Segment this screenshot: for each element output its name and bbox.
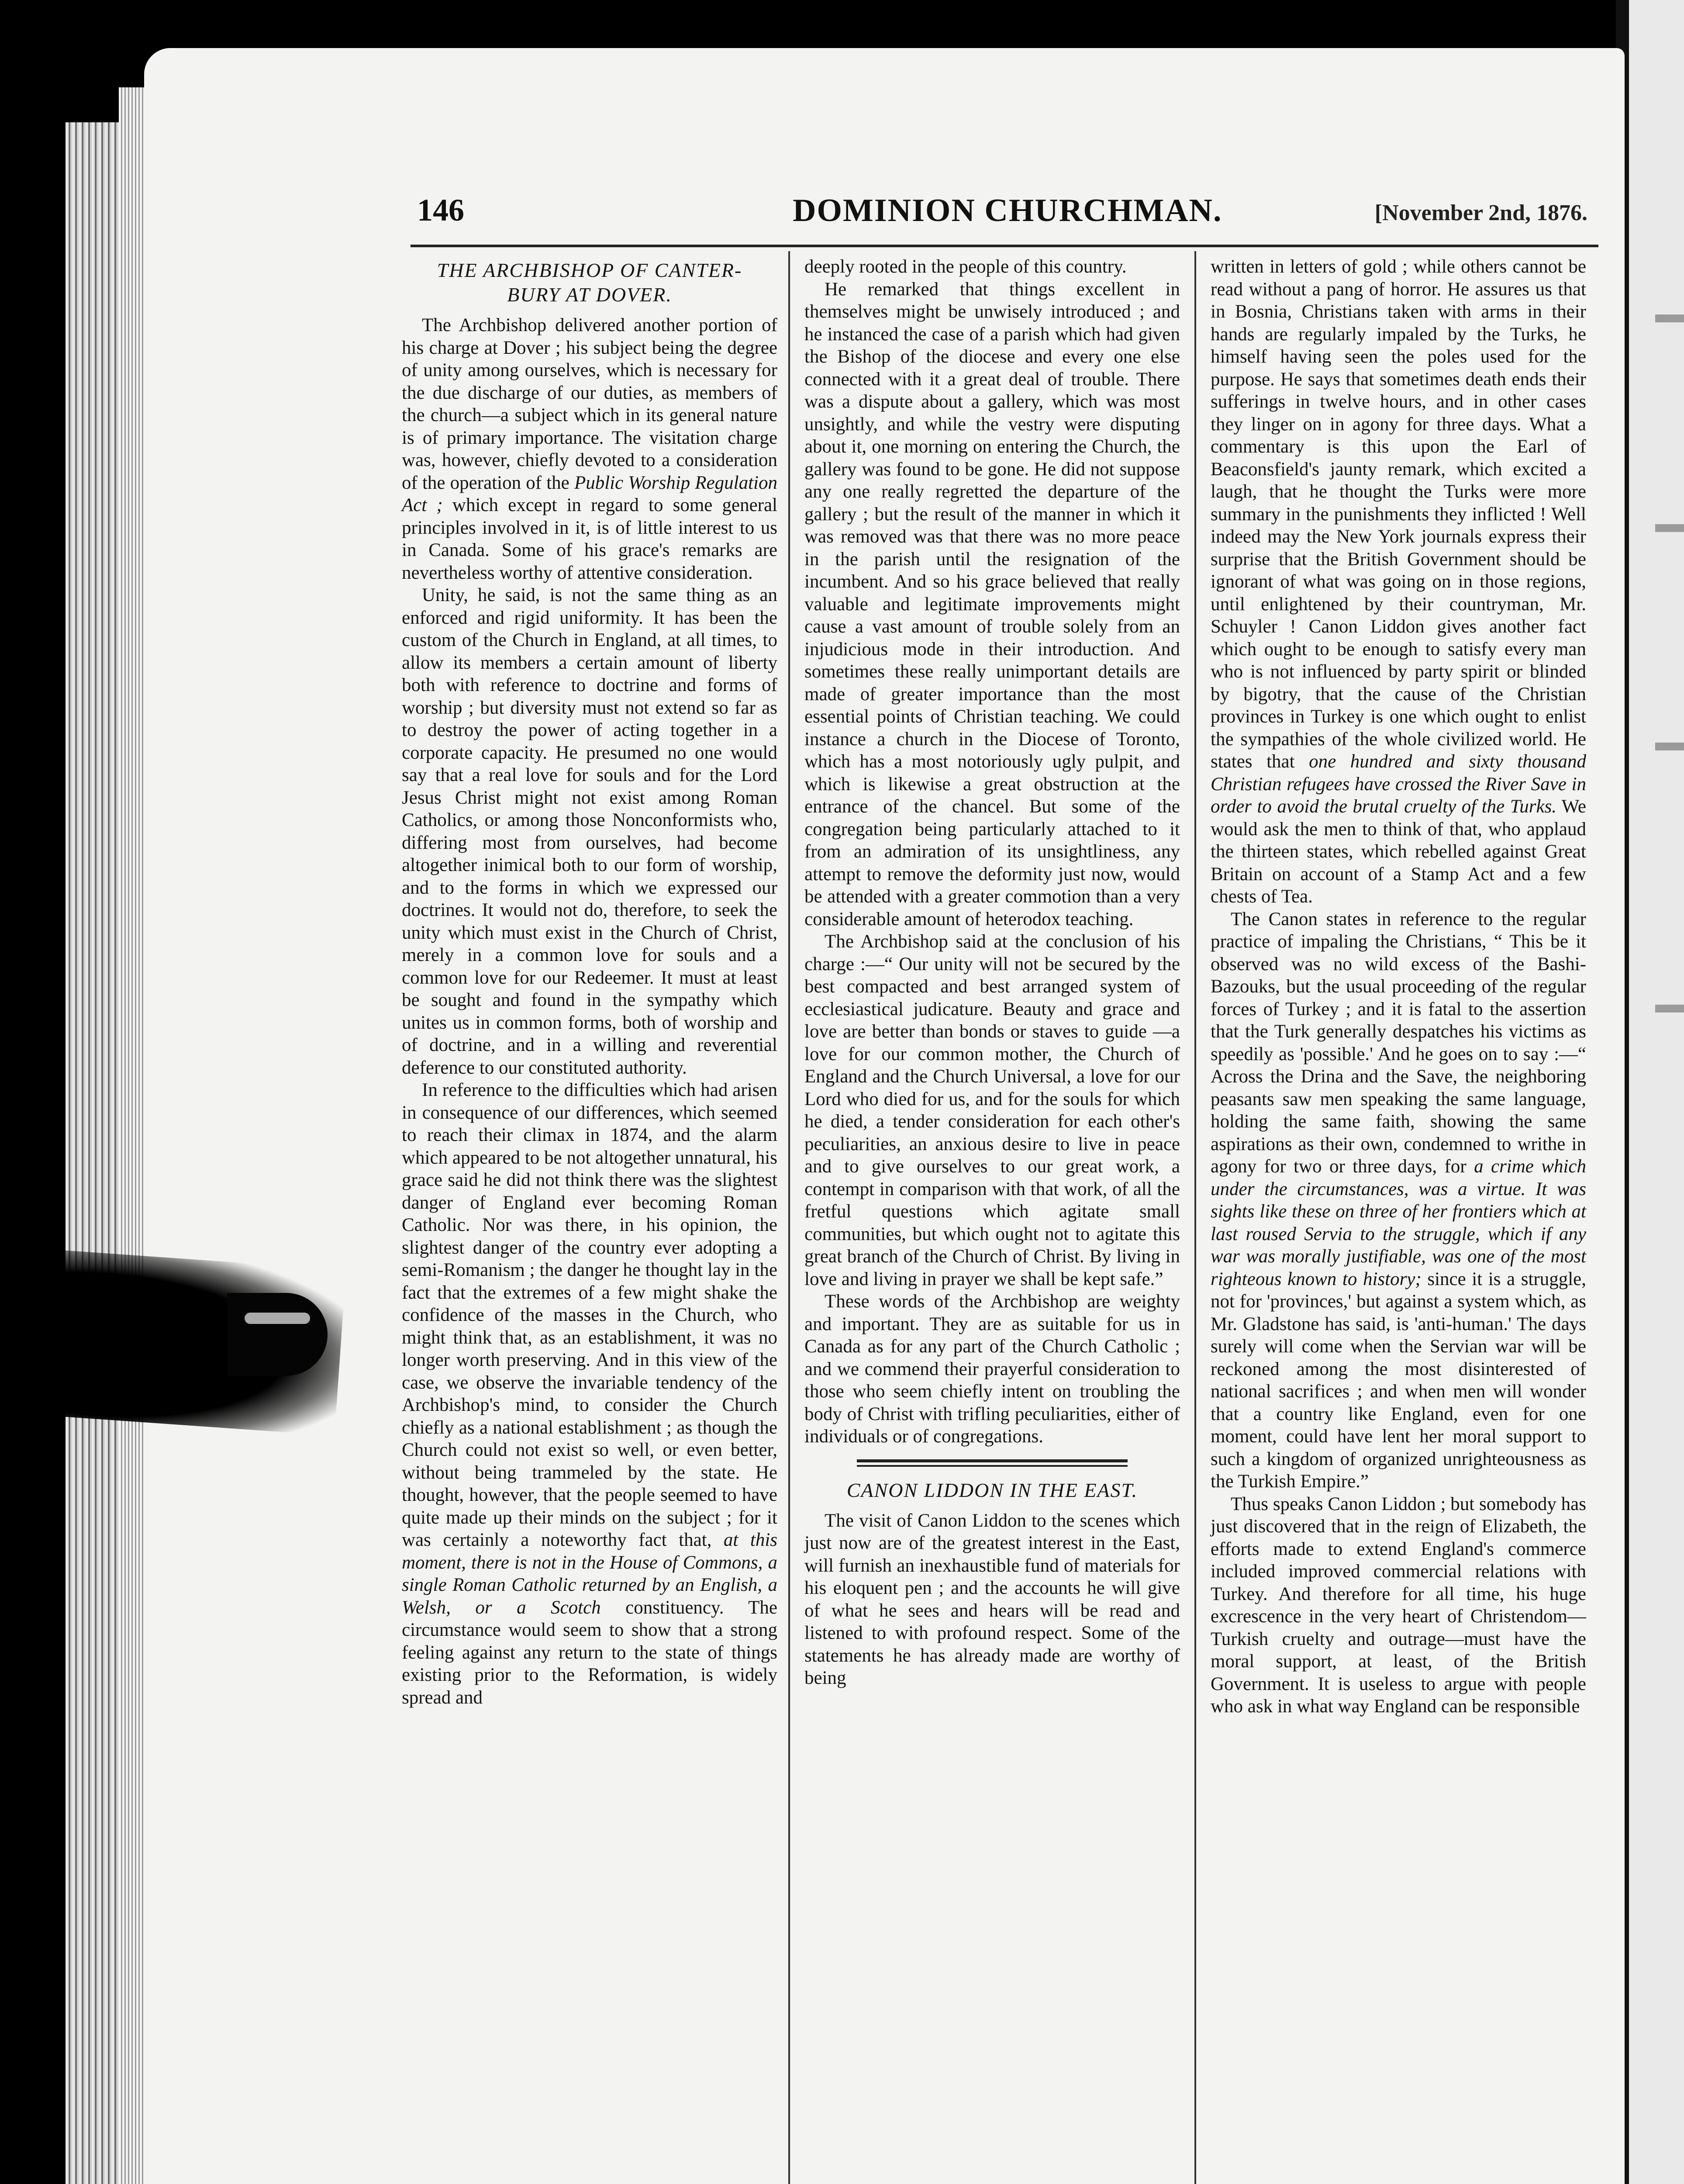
section-separator (857, 1459, 1128, 1467)
article-title-archbishop: THE ARCHBISHOP OF CANTER- BURY AT DOVER. (437, 259, 742, 306)
article-title-liddon: CANON LIDDON IN THE EAST. (846, 1479, 1138, 1501)
facing-page-text-fragment (1655, 743, 1684, 750)
paragraph: The Archbishop said at the conclusion of his charge :—“ Our unity will not be secured by the best compacted and best arranged system of ecclesiastical judicature. Beauty and grace and love are better than bonds or staves to guide —a love for our common mother, the Church of England and the Church Universal, a love for our Lord who died for us, and for the souls for which he died, a tender consideration for each other's peculiarities, an anxious desire to live in peace and to give ourselves to our great work, a contempt in comparison with that work, of all the fretful questions which agitate small communities, but which ought not to agitate this great branch of the Church of Christ. By living in love and living in prayer we shall be kept safe.” (804, 931, 1180, 1289)
page-header (417, 192, 1587, 236)
book-page-edges (66, 122, 122, 2184)
column-1 (402, 256, 777, 1709)
masthead: DOMINION CHURCHMAN. (793, 193, 1222, 228)
column-2 (804, 256, 1180, 1690)
column-3 (1211, 256, 1586, 1718)
paragraph: The visit of Canon Liddon to the scenes which just now are of the greatest interest in the East, will furnish an inexhaustible fund of materials for his eloquent pen ; and the accounts he will give of what he sees and hears will be read and listened to with profound respect. Some of the statements he has already made are worthy of being (804, 1510, 1180, 1688)
paragraph: The Archbishop delivered another portion of his charge at Dover ; his subject being the degree of unity among ourselves, which is necessary for the due discharge of our duties, as members of the church—a subject which in its general nature is of primary importance. The visitation charge was, however, chiefly devoted to a consideration of the operation of the Public Worship Regulation Act ; which except in regard to some general principles involved in it, is of little interest to us in Canada. Some of his grace's remarks are nevertheless worthy of attentive consideration. (402, 315, 778, 583)
issue-date: [November 2nd, 1876. (1374, 200, 1587, 225)
finger-highlight (245, 1313, 310, 1324)
book-page-edges-inner (119, 87, 145, 2184)
paragraph: Thus speaks Canon Liddon ; but somebody has just discovered that in the reign of Elizabeth, the efforts made to extend England's commerce included improved commercial relations with Turkey. And therefore for all time, his huge excrescence in the very heart of Christendom—Turkish cruelty and outrage—must have the moral support, at least, of the British Government. It is useless to argue with people who ask in what way England can be responsible (1211, 1493, 1586, 1717)
column-divider (788, 251, 790, 2184)
finger (227, 1293, 328, 1376)
facing-page-edge (1616, 0, 1684, 2184)
paragraph: written in letters of gold ; while others cannot be read without a pang of horror. He assures us that in Bosnia, Christians taken with arms in their hands are regularly impaled by the Turks, he himself having seen the poles used for the purpose. He says that sometimes death ends their sufferings in twelve hours, and in other cases they linger on in agony for three days. What a commentary is this upon the Earl of Beaconsfield's jaunty remark, which excited a laugh, that he thought the Turks were more summary in the punishments they inflicted ! Well indeed may the New York journals express their surprise that the British Government should be ignorant of what was going on in those regions, until enlightened by their countryman, Mr. Schuyler ! Canon Liddon gives another fact which ought to be enough to satisfy every man who is not influenced by party spirit or blinded by bigotry, that the cause of the Christian provinces in Turkey is one which ought to enlist the sympathies of the whole civilized world. He states that one hundred and sixty thousand Christian refugees have crossed the River Save in order to avoid the brutal cruelty of the Turks. We would ask the men to think of that, who applaud the thirteen states, which rebelled against Great Britain on account of a Stamp Act and a few chests of Tea. (1211, 256, 1586, 907)
paragraph: Unity, he said, is not the same thing as an enforced and rigid uniformity. It has been the custom of the Church in England, at all times, to allow its members a certain amount of liberty both with reference to doctrine and forms of worship ; but diversity must not extend so far as to destroy the power of acting together in a corporate capacity. He presumed no one would say that a real love for souls and for the Lord Jesus Christ might not exist among Roman Catholics, or among those Nonconformists who, differing most from ourselves, had become altogether inimical both to our form of worship, and to the forms in which we expressed our doctrines. It would not do, therefore, to seek the unity which must exist in the Church of Christ, merely in a common love for souls and a common love for our Redeemer. It must at least be sought and found in the sympathy which unites us in common forms, both of worship and of doctrine, and in a willing and reverential deference to our constituted authority. (402, 585, 777, 1078)
facing-page-text-fragment (1655, 1005, 1684, 1013)
paragraph: deeply rooted in the people of this country. (804, 256, 1127, 277)
paragraph: These words of the Archbishop are weighty and important. They are as suitable for us in Canada as for any part of the Church Catholic ; and we commend their prayerful consideration to those who seem chiefly intent on troubling the body of Christ with trifling peculiarities, either of individuals or of congregations. (804, 1291, 1180, 1447)
paragraph: He remarked that things excellent in themselves might be unwisely introduced ; and he instanced the case of a parish which had given the Bishop of the diocese and every one else connected with it a great deal of trouble. There was a dispute about a gallery, which was most unsightly, and while the vestry were disputing about it, one morning on entering the Church, the gallery was found to be gone. He did not suppose any one really regretted the departure of the gallery ; but the result of the manner in which it was removed was that there was no more peace in the parish until the resignation of the incumbent. And so his grace believed that really valuable and legitimate improvements might cause a vast amount of trouble solely from an injudicious mode in their introduction. And sometimes these really unimportant details are made of greater importance than the most essential points of Christian teaching. We could instance a church in the Diocese of Toronto, which has a most notoriously ugly pulpit, and which is likewise a great obstruction at the entrance of the chancel. But some of the congregation being particularly attached to it from an admiration of its unsightliness, any attempt to remove the deformity just now, would be attended with a greater commotion than a very considerable amount of heterodox teaching. (804, 279, 1180, 930)
facing-page-text-fragment (1655, 524, 1684, 532)
paragraph: In reference to the difficulties which had arisen in consequence of our differences, which seemed to reach their climax in 1874, and the alarm which appeared to be not altogether unnatural, his grace said he did not think there was the slightest danger of England ever becoming Roman Catholic. Nor was there, in his opinion, the slightest danger of the country ever adopting a semi-Romanism ; the danger he thought lay in the fact that the extremes of a few might shake the confidence of the masses in the Church, who might think that, as an establishment, it was no longer worth preserving. And in this view of the case, we observe the invariable tendency of the Archbishop's mind, to consider the Church chiefly as a national establishment ; as though the Church could not exist so well, or even better, without being trammeled by the state. He thought, however, that the people seemed to have quite made up their minds on the subject ; for it was certainly a noteworthy fact that, at this moment, there is not in the House of Commons, a single Roman Catholic returned by an English, a Welsh, or a Scotch constituency. The circumstance would seem to show that a strong feeling against any return to the state of things existing prior to the Reformation, is widely spread and (402, 1080, 777, 1708)
header-rule (411, 245, 1598, 247)
paragraph: The Canon states in reference to the regular practice of impaling the Christians, “ This be it observed was no wild excess of the Bashi-Bazouks, but the usual proceeding of the regular forces of Turkey ; and it is fatal to the assertion that the Turk generally despatches his victims as speedily as 'possible.' And he goes on to say :—“ Across the Drina and the Save, the neighboring peasants saw men speaking the same language, holding the same faith, showing the same aspirations as their own, condemned to writhe in agony for two or three days, for a crime which under the circumstances, was a virtue. It was sights like these on three of her frontiers which at last roused Servia to the struggle, which if any war was morally justifiable, was one of the most righteous known to history; since it is a struggle, not for 'provinces,' but against a system which, as Mr. Gladstone has said, is 'anti-human.' The days surely will come when the Servian war will be reckoned among the most disinterested of national sacrifices ; and when men will wonder that a country like England, even for one moment, could have lent her moral support to such a kingdom of organized unrighteousness as the Turkish Empire.” (1211, 909, 1587, 1492)
page-number: 146 (417, 193, 464, 228)
column-divider (1194, 251, 1196, 2184)
facing-page-text-fragment (1655, 314, 1684, 322)
